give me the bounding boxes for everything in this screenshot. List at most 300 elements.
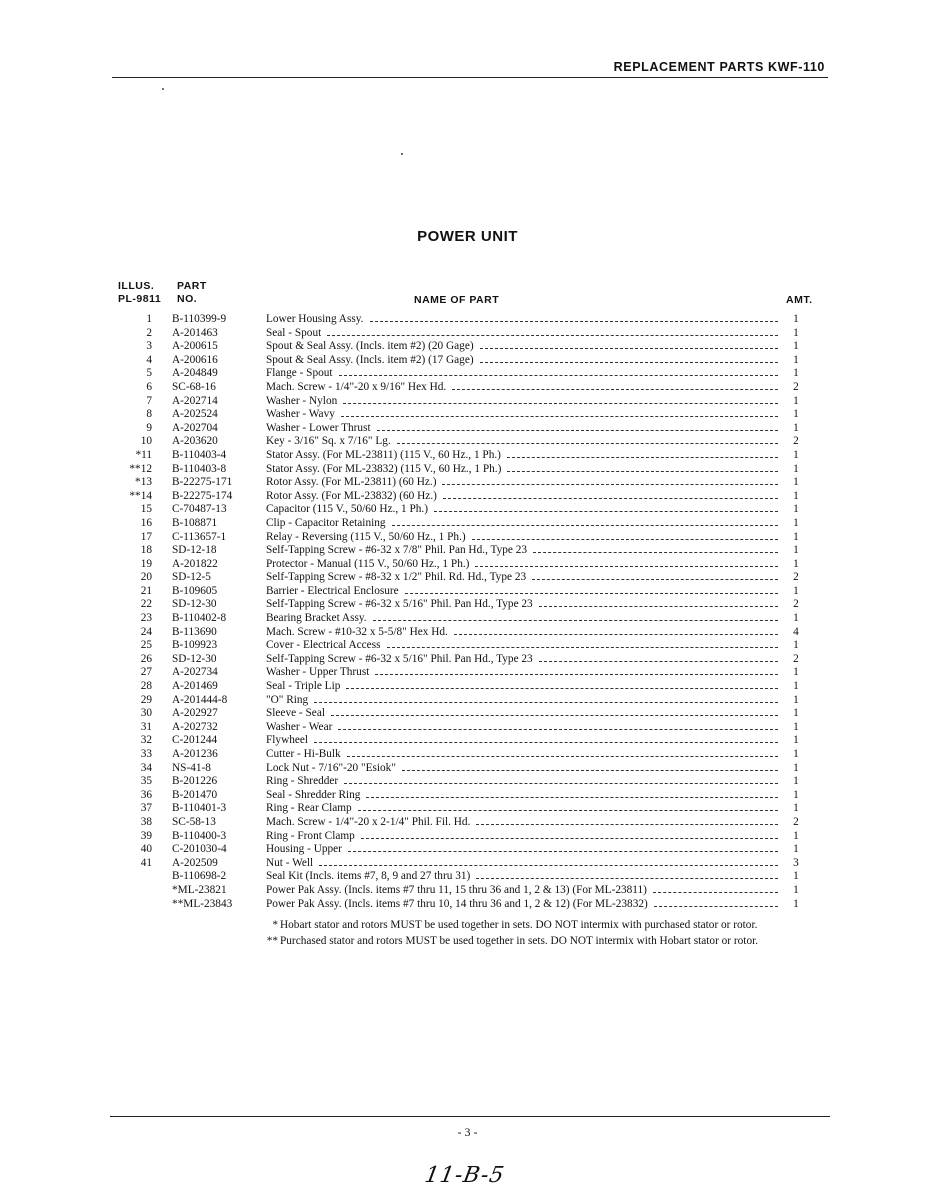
amount: 2 (793, 652, 799, 665)
part-number: B-110403-8 (172, 462, 227, 475)
amount: 1 (793, 761, 799, 774)
part-number: A-204849 (172, 367, 218, 380)
part-name: Washer - Upper Thrust (266, 666, 370, 679)
handwritten-annotation: 11-B-5 (422, 1163, 507, 1188)
table-row (0, 639, 950, 653)
part-number: SC-58-13 (172, 815, 216, 828)
dot-leader (319, 857, 778, 866)
amount: 1 (793, 340, 799, 353)
table-row (0, 544, 950, 558)
table-row (0, 843, 950, 857)
dot-leader (387, 639, 779, 648)
part-number: C-70487-13 (172, 503, 227, 516)
table-row (0, 734, 950, 748)
dot-leader (654, 898, 778, 907)
dot-leader (331, 707, 778, 716)
part-name-cell (266, 408, 778, 422)
part-name: Protector - Manual (115 V., 50/60 Hz., 1 Ph.) (266, 557, 470, 570)
table-row (0, 558, 950, 572)
illus-number: 30 (140, 707, 152, 720)
col-illus-sublabel: PL-9811 (118, 293, 162, 305)
part-name: Lock Nut - 7/16"-20 "Esiok" (266, 761, 396, 774)
illus-number: 19 (140, 557, 152, 570)
amount: 1 (793, 313, 799, 325)
dot-leader (539, 598, 778, 607)
dot-leader (532, 571, 778, 580)
part-name-cell (266, 734, 778, 748)
illus-number: 26 (140, 652, 152, 665)
part-number: SD-12-18 (172, 544, 217, 557)
dot-leader (370, 313, 779, 322)
part-number: C-201030-4 (172, 843, 227, 856)
part-name: Washer - Lower Thrust (266, 421, 371, 434)
amount: 1 (793, 680, 799, 693)
part-name: Washer - Wavy (266, 408, 335, 421)
illus-number: 35 (140, 775, 152, 788)
table-row (0, 517, 950, 531)
part-name-cell (266, 721, 778, 735)
dot-leader (476, 870, 778, 879)
part-name: Clip - Capacitor Retaining (266, 516, 386, 529)
illus-number: 27 (140, 666, 152, 679)
dot-leader (472, 531, 778, 540)
part-name-cell (266, 830, 778, 844)
part-name: Flywheel (266, 734, 309, 747)
illus-number: 5 (146, 367, 152, 380)
illus-number: 28 (140, 680, 152, 693)
col-illus-label: ILLUS. (118, 280, 155, 292)
part-name: Seal - Shredder Ring (266, 788, 361, 801)
part-number: A-201469 (172, 680, 218, 693)
part-name-cell (266, 680, 778, 694)
illus-number: 9 (146, 421, 152, 434)
table-row (0, 707, 950, 721)
illus-number: 36 (140, 788, 152, 801)
illus-number: 31 (140, 720, 152, 733)
amount: 1 (793, 489, 799, 502)
dot-leader (397, 435, 778, 444)
illus-number: 38 (140, 815, 152, 828)
part-name-cell (266, 571, 778, 585)
dot-leader (454, 626, 778, 635)
table-row (0, 830, 950, 844)
part-name: Capacitor (115 V., 50/60 Hz., 1 Ph.) (266, 503, 429, 516)
amount: 1 (793, 544, 799, 557)
dot-leader (358, 802, 778, 811)
dot-leader (346, 680, 778, 689)
page-number: - 3 - (457, 1125, 478, 1139)
part-number: SD-12-30 (172, 652, 217, 665)
table-row (0, 340, 950, 354)
amount: 1 (793, 462, 799, 475)
dot-leader (327, 327, 778, 336)
part-name-cell (266, 395, 778, 409)
part-name-cell (266, 531, 778, 545)
part-name-cell (266, 898, 778, 912)
col-amt-header: AMT. (786, 294, 813, 306)
part-number: A-201444-8 (172, 693, 228, 706)
part-name: Sleeve - Seal (266, 707, 325, 720)
dot-leader (361, 830, 778, 839)
dot-leader (392, 517, 778, 526)
parts-list (0, 313, 950, 911)
table-row (0, 857, 950, 871)
part-name: Ring - Rear Clamp (266, 802, 352, 815)
part-name-cell (266, 762, 778, 776)
illus-number: 20 (140, 571, 152, 584)
amount: 1 (793, 448, 799, 461)
dot-leader (452, 381, 778, 390)
table-row (0, 585, 950, 599)
table-row (0, 626, 950, 640)
table-row (0, 531, 950, 545)
part-name: Spout & Seal Assy. (Incls. item #2) (17 Gage) (266, 353, 474, 366)
amount: 1 (793, 530, 799, 543)
part-name-cell (266, 558, 778, 572)
part-name-cell (266, 544, 778, 558)
part-name-cell (266, 857, 778, 871)
table-row (0, 762, 950, 776)
table-row (0, 775, 950, 789)
part-name: Spout & Seal Assy. (Incls. item #2) (20 Gage) (266, 340, 474, 353)
footnote-mark: * (272, 919, 278, 931)
part-number: A-203620 (172, 435, 218, 448)
amount: 1 (793, 516, 799, 529)
part-number: C-113657-1 (172, 530, 227, 543)
part-name: Mach. Screw - 1/4"-20 x 2-1/4" Phil. Fil. Hd. (266, 815, 471, 828)
table-row (0, 571, 950, 585)
amount: 1 (793, 557, 799, 570)
table-row (0, 313, 950, 327)
part-name-cell (266, 653, 778, 667)
dot-leader (373, 612, 778, 621)
part-number: SD-12-5 (172, 571, 211, 584)
part-name: Housing - Upper (266, 843, 342, 856)
col-part-sublabel: NO. (177, 293, 198, 305)
amount: 1 (793, 503, 799, 516)
col-illus-header (118, 280, 161, 306)
part-number: SD-12-30 (172, 598, 217, 611)
illus-number: 18 (140, 544, 152, 557)
dot-leader (348, 843, 778, 852)
part-number: B-110698-2 (172, 870, 227, 883)
illus-number: 40 (140, 843, 152, 856)
part-name: Seal - Spout (266, 326, 322, 339)
table-row (0, 476, 950, 490)
illus-number: 6 (146, 380, 152, 393)
part-name-cell (266, 313, 778, 327)
part-name: Cutter - Hi-Bulk (266, 748, 341, 760)
illus-number: 3 (146, 340, 152, 353)
part-name: Seal Kit (Incls. items #7, 8, 9 and 27 thru 31) (266, 870, 471, 883)
part-name: Lower Housing Assy. (266, 313, 364, 325)
part-number: A-201822 (172, 557, 218, 570)
dot-leader (539, 653, 778, 662)
part-number: B-110403-4 (172, 448, 227, 461)
dot-leader (442, 476, 778, 485)
table-row (0, 503, 950, 517)
part-name: Power Pak Assy. (Incls. items #7 thru 11, 15 thru 36 and 1, 2 & 13) (For ML-23811) (266, 883, 647, 896)
amount: 2 (793, 380, 799, 393)
dot-leader (339, 367, 778, 376)
part-number: B-201470 (172, 788, 218, 801)
part-name-cell (266, 707, 778, 721)
illus-number: 39 (140, 829, 152, 842)
part-number: A-202714 (172, 394, 218, 407)
table-row (0, 694, 950, 708)
dot-leader (443, 490, 778, 499)
table-row (0, 408, 950, 422)
dot-leader (480, 340, 778, 349)
amount: 1 (793, 748, 799, 760)
part-number: B-110400-3 (172, 829, 227, 842)
part-name-cell (266, 435, 778, 449)
document-header: REPLACEMENT PARTS KWF-110 (613, 60, 825, 74)
part-name-cell (266, 340, 778, 354)
part-name: Mach. Screw - 1/4"-20 x 9/16" Hex Hd. (266, 380, 447, 393)
amount: 1 (793, 693, 799, 706)
part-name: Bearing Bracket Assy. (266, 612, 367, 625)
part-name: Seal - Triple Lip (266, 680, 341, 693)
part-name: Flange - Spout (266, 367, 333, 380)
dot-leader (375, 666, 778, 675)
illus-number: 4 (146, 353, 152, 366)
part-name: Washer - Nylon (266, 394, 338, 407)
part-number: A-201463 (172, 326, 218, 339)
illus-number: 17 (140, 530, 152, 543)
part-name: Ring - Shredder (266, 775, 339, 788)
illus-number: **14 (129, 489, 152, 502)
table-row (0, 666, 950, 680)
amount: 2 (793, 598, 799, 611)
dot-leader (476, 816, 778, 825)
part-name-cell (266, 585, 778, 599)
table-row (0, 367, 950, 381)
part-number: A-202734 (172, 666, 218, 679)
part-name-cell (266, 327, 778, 341)
part-name: Nut - Well (266, 856, 314, 869)
part-name-cell (266, 381, 778, 395)
dot-leader (366, 789, 778, 798)
part-number: A-201236 (172, 748, 218, 760)
part-name: Self-Tapping Screw - #8-32 x 1/2" Phil. Rd. Hd., Type 23 (266, 571, 527, 584)
part-name-cell (266, 802, 778, 816)
part-name-cell (266, 694, 778, 708)
amount: 1 (793, 734, 799, 747)
part-number: A-202704 (172, 421, 218, 434)
col-name-header: NAME OF PART (414, 294, 500, 306)
table-row (0, 463, 950, 477)
illus-number: 7 (146, 394, 152, 407)
amount: 1 (793, 408, 799, 421)
part-number: A-202732 (172, 720, 218, 733)
amount: 1 (793, 353, 799, 366)
illus-number: 2 (146, 326, 152, 339)
part-number: B-201226 (172, 775, 218, 788)
part-name-cell (266, 666, 778, 680)
part-name: Stator Assy. (For ML-23811) (115 V., 60 Hz., 1 Ph.) (266, 448, 501, 461)
amount: 2 (793, 435, 799, 448)
amount: 1 (793, 707, 799, 720)
amount: 4 (793, 625, 799, 638)
illus-number: 1 (146, 313, 152, 325)
table-row (0, 395, 950, 409)
part-number: A-200615 (172, 340, 218, 353)
table-row (0, 898, 950, 912)
table-row (0, 653, 950, 667)
amount: 1 (793, 775, 799, 788)
table-row (0, 449, 950, 463)
part-number: B-109923 (172, 639, 218, 652)
part-number: B-110401-3 (172, 802, 227, 815)
part-number: A-200616 (172, 353, 218, 366)
dot-leader (314, 694, 778, 703)
amount: 1 (793, 897, 799, 910)
dot-leader (533, 544, 778, 553)
part-number: C-201244 (172, 734, 218, 747)
dot-leader (507, 449, 778, 458)
amount: 1 (793, 720, 799, 733)
footer-rule (110, 1116, 830, 1117)
amount: 1 (793, 476, 799, 489)
table-row (0, 598, 950, 612)
part-number: A-202509 (172, 856, 218, 869)
part-name-cell (266, 503, 778, 517)
part-name-cell (266, 517, 778, 531)
part-number: A-202927 (172, 707, 218, 720)
part-name-cell (266, 422, 778, 436)
table-row (0, 789, 950, 803)
dot-leader (480, 354, 778, 363)
part-name: Key - 3/16" Sq. x 7/16" Lg. (266, 435, 391, 448)
dot-leader (343, 395, 778, 404)
footnote (262, 919, 782, 933)
table-row (0, 884, 950, 898)
footnote-mark: ** (266, 934, 278, 947)
illus-number: **12 (129, 462, 152, 475)
illus-number: 41 (140, 856, 152, 869)
illus-number: 34 (140, 761, 152, 774)
part-number: B-108871 (172, 516, 218, 529)
part-name: Rotor Assy. (For ML-23811) (60 Hz.) (266, 476, 437, 489)
amount: 1 (793, 421, 799, 434)
dot-leader (344, 775, 778, 784)
part-name: Cover - Electrical Access (266, 639, 381, 652)
part-name: Power Pak Assy. (Incls. items #7 thru 10, 14 thru 36 and 1, 2 & 12) (For ML-23832) (266, 897, 648, 910)
part-name-cell (266, 748, 778, 762)
part-name: Barrier - Electrical Enclosure (266, 584, 399, 597)
part-name: Self-Tapping Screw - #6-32 x 7/8" Phil. Pan Hd., Type 23 (266, 544, 528, 557)
illus-number: *13 (135, 476, 152, 489)
illus-number: 16 (140, 516, 152, 529)
dot-leader (341, 408, 778, 417)
col-part-label: PART (177, 280, 207, 292)
table-row (0, 354, 950, 368)
dot-leader (653, 884, 778, 893)
table-row (0, 490, 950, 504)
part-name-cell (266, 354, 778, 368)
amount: 1 (793, 843, 799, 856)
part-number: B-113690 (172, 625, 217, 638)
part-name-cell (266, 612, 778, 626)
amount: 2 (793, 815, 799, 828)
illus-number: 37 (140, 802, 152, 815)
table-row (0, 870, 950, 884)
part-name-cell (266, 775, 778, 789)
part-name-cell (266, 843, 778, 857)
part-name-cell (266, 639, 778, 653)
illus-number: 33 (140, 748, 152, 760)
illus-number: 25 (140, 639, 152, 652)
amount: 1 (793, 612, 799, 625)
part-name-cell (266, 367, 778, 381)
col-part-header (177, 280, 207, 306)
dot-leader (475, 558, 778, 567)
illus-number: 29 (140, 693, 152, 706)
section-title: POWER UNIT (417, 228, 518, 245)
footnote-text: Purchased stator and rotors MUST be used together in sets. DO NOT intermix with Hobart stator or rotor. (280, 934, 759, 947)
part-name: Relay - Reversing (115 V., 50/60 Hz., 1 Ph.) (266, 530, 466, 543)
footnotes (262, 919, 782, 950)
part-name-cell (266, 789, 778, 803)
part-name: Mach. Screw - #10-32 x 5-5/8" Hex Hd. (266, 625, 448, 638)
amount: 1 (793, 326, 799, 339)
illus-number: 24 (140, 625, 152, 638)
part-number: B-22275-174 (172, 489, 233, 502)
part-name: Washer - Wear (266, 720, 333, 733)
table-row (0, 612, 950, 626)
part-number: *ML-23821 (172, 883, 227, 896)
part-name-cell (266, 816, 778, 830)
dot-leader (314, 734, 778, 743)
part-name: Self-Tapping Screw - #6-32 x 5/16" Phil. Pan Hd., Type 23 (266, 652, 533, 665)
dot-leader (347, 748, 778, 757)
part-name: Stator Assy. (For ML-23832) (115 V., 60 Hz., 1 Ph.) (266, 462, 502, 475)
amount: 1 (793, 666, 799, 679)
table-row (0, 381, 950, 395)
part-name-cell (266, 490, 778, 504)
part-name-cell (266, 884, 778, 898)
illus-number: 10 (140, 435, 152, 448)
table-row (0, 680, 950, 694)
amount: 3 (793, 856, 799, 869)
part-name-cell (266, 476, 778, 490)
part-number: B-22275-171 (172, 476, 233, 489)
scan-speck (401, 153, 403, 155)
amount: 2 (793, 571, 799, 584)
dot-leader (377, 422, 778, 431)
table-row (0, 748, 950, 762)
table-row (0, 422, 950, 436)
illus-number: 15 (140, 503, 152, 516)
header-rule (112, 77, 828, 78)
part-number: **ML-23843 (172, 897, 233, 910)
part-name: Rotor Assy. (For ML-23832) (60 Hz.) (266, 489, 437, 502)
illus-number: 21 (140, 584, 152, 597)
amount: 1 (793, 367, 799, 380)
part-name-cell (266, 463, 778, 477)
part-name: Self-Tapping Screw - #6-32 x 5/16" Phil. Pan Hd., Type 23 (266, 598, 533, 611)
part-name: Ring - Front Clamp (266, 829, 355, 842)
footnote (262, 935, 782, 949)
part-number: B-110399-9 (172, 313, 227, 325)
dot-leader (402, 762, 778, 771)
illus-number: 8 (146, 408, 152, 421)
footnote-text: Hobart stator and rotors MUST be used together in sets. DO NOT intermix with purchased stator or rotor. (280, 919, 758, 931)
part-name: "O" Ring (266, 693, 309, 706)
amount: 1 (793, 394, 799, 407)
dot-leader (507, 463, 778, 472)
